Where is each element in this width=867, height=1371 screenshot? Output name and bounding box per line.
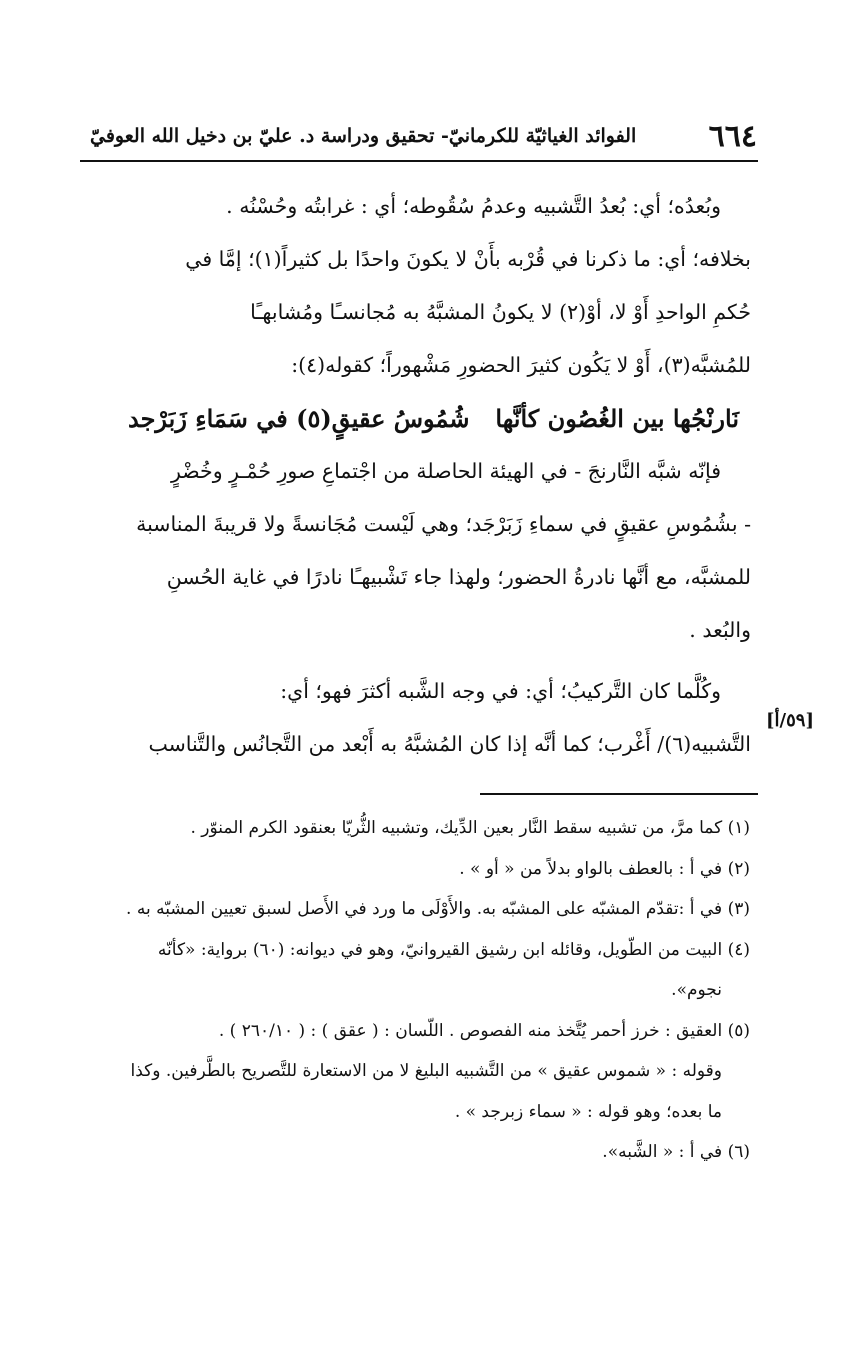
footnotes: [95, 808, 750, 1173]
footnote-continuation: وقوله : « شموس عقيق » من التَّشبيه البليغ لا من الاستعارة للتَّصريح بالطَّرفين. وكذا: [130, 1061, 722, 1081]
text-line: حُكمِ الواحدِ أَوْ لا، أوْ(٢) لا يكونُ المشبَّهُ به مُجانسـًا ومُشابهـًا: [250, 300, 751, 324]
footnote: (١) كما مرَّ، من تشبيه سقط النَّار بعين الدِّيك، وتشبيه الثُّريّا بعنقود الكرم المنوّر .: [190, 818, 750, 838]
footnote-rule: [480, 793, 758, 795]
page-header: [82, 112, 757, 160]
footnote: (٦) في أ : « الشَّبه».: [602, 1142, 750, 1162]
verse-first-hemistich: نَارنْجُها بين الغُصُون كأنَّها: [495, 404, 739, 433]
footnote-continuation: نجوم».: [671, 980, 722, 1000]
text-line: فإنّه شبَّه النَّارنجَ - في الهيئة الحاصلة من اجْتماعِ صورِ حُمْـرٍ وخُضْرٍ: [170, 459, 721, 483]
main-text: [88, 180, 751, 771]
text-line: التَّشبيه(٦)/ أَغْرب؛ كما أنَّه إذا كان المُشبَّهُ به أَبْعد من التَّجانُس والتَّناسب: [148, 732, 751, 756]
header-rule: [80, 160, 758, 162]
footnote: (٥) العقيق : خرز أحمر يُتَّخذ منه الفصوص . اللّسان : ( عقق ) : ( ٢٦٠/١٠ ) .: [218, 1020, 750, 1041]
text-line: للمُشبَّه(٣)، أَوْ لا يَكُون كثيرَ الحضورِ مَشْهوراً؛ كقوله(٤):: [291, 353, 751, 377]
text-line: وبُعدُه؛ أي: بُعدُ التَّشبيه وعدمُ سُقُوطه؛ أي : غرابتُه وحُسْنُه .: [226, 194, 721, 218]
verse-second-hemistich: شُمُوسُ عقيقٍ(٥) في سَمَاءِ زَبَرْجد: [128, 404, 470, 433]
text-line: والبُعد .: [689, 618, 751, 642]
footnote: (٢) في أ : بالعطف بالواو بدلاً من « أو » .: [459, 858, 750, 879]
footnote-continuation: ما بعده؛ وهو قوله : « سماء زبرجد » .: [454, 1101, 722, 1122]
text-line: للمشبَّه، مع أنَّها نادرةُ الحضور؛ ولهذا جاء تَشْبيهـًا نادرًا في غاية الحُسنِ: [166, 565, 751, 589]
manuscript-folio-marker: [٥٩/أ]: [766, 710, 814, 731]
footnote: (٤) البيت من الطّويل، وقائله ابن رشيق القيروانيّ، وهو في ديوانه: (٦٠) برواية: «كأنّه: [157, 939, 750, 960]
text-line: - بشُمُوسِ عقيقٍ في سماءِ زَبَرْجَد؛ وهي لَيْست مُجَانسةً ولا قريبةَ المناسبة: [136, 512, 751, 536]
poetry-verse: [88, 392, 751, 445]
text-line: بخلافه؛ أي: ما ذكرنا في قُرْبه بأَنْ لا يكونَ واحدًا بل كثيراً(١)؛ إمَّا في: [185, 247, 751, 271]
footnote: (٣) في أ :تقدّم المشبّه على المشبّه به. والأَوْلَى ما ورد في الأَصل لسبق تعيين المشبّه به .: [126, 899, 750, 919]
page-number: ٦٦٤: [708, 118, 757, 154]
running-title: الفوائد الغياثيّة للكرمانيّ- تحقيق ودراسة د. عليّ بن دخيل الله العوفيّ: [90, 125, 637, 147]
text-line: وكُلَّما كان التَّركيبُ؛ أي: في وجه الشَّبه أكثرَ فهو؛ أي:: [280, 679, 721, 703]
